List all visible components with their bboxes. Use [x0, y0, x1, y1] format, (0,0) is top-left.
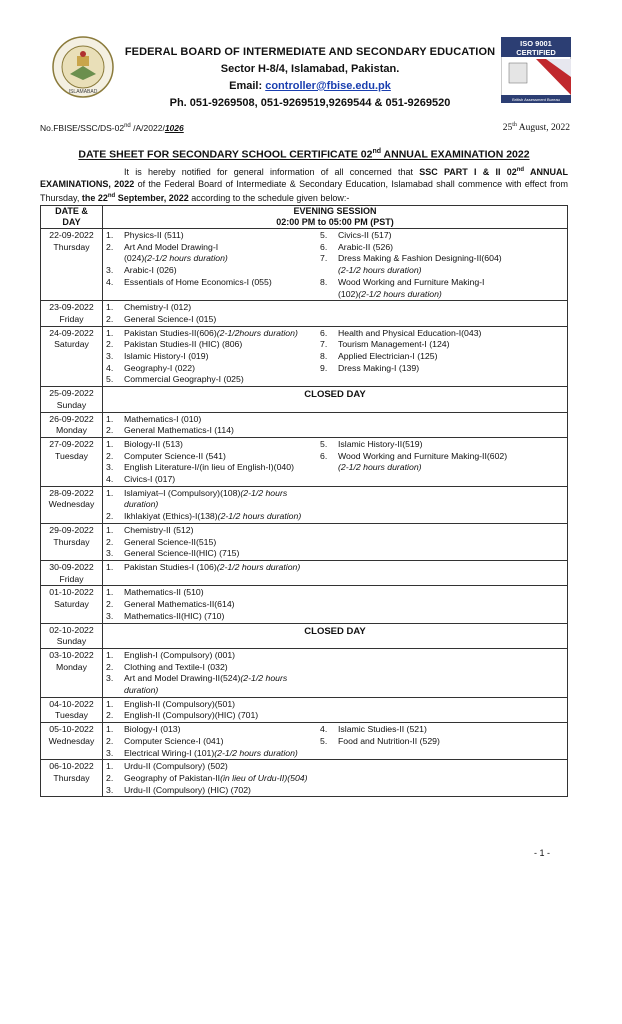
date-value: 24-09-2022: [49, 327, 94, 338]
day-value: Thursday: [53, 241, 90, 252]
item-number: 2.: [106, 710, 114, 721]
day-value: Tuesday: [55, 710, 88, 721]
left-column: [103, 562, 320, 574]
subject-text: Applied Electrician-I (125): [338, 351, 438, 362]
left-column: [103, 414, 320, 437]
item-number: 1.: [106, 327, 114, 338]
item-number: 1.: [106, 761, 114, 772]
item-number: 1.: [106, 698, 114, 709]
subjects-cell: [103, 586, 568, 623]
subject-item: [106, 699, 320, 711]
reference-number: No.FBISE/SSC/DS-02nd /A/2022/1026: [40, 123, 184, 133]
item-number: 2.: [106, 661, 114, 672]
item-number: 1.: [106, 302, 114, 313]
subjects-cell: [103, 560, 568, 585]
subject-item: [320, 724, 567, 736]
item-number: 3.: [106, 548, 114, 559]
date-cell: [41, 760, 103, 797]
date-cell: [41, 586, 103, 623]
table-row: [41, 301, 568, 326]
item-number: 6.: [320, 450, 328, 461]
page-title: DATE SHEET FOR SECONDARY SCHOOL CERTIFICATE 02nd ANNUAL EXAMINATION 2022: [78, 148, 530, 161]
subject-item: [106, 525, 320, 537]
subject-text: Arabic-II (526): [338, 241, 394, 252]
date-value: 30-09-2022: [49, 561, 94, 572]
table-row: [41, 723, 568, 760]
right-column: [320, 525, 567, 560]
closed-day-cell: CLOSED DAY: [103, 623, 568, 648]
item-number: 5.: [106, 374, 114, 385]
table-row: [41, 697, 568, 722]
subjects-cell: [103, 486, 568, 523]
subject-text: English-I (Compulsory) (001): [124, 649, 236, 660]
date-value: 26-09-2022: [49, 413, 94, 424]
email-label: Email:: [229, 80, 263, 92]
org-phone: Ph. 051-9269508, 051-9269519,9269544 & 051-9269520: [169, 97, 451, 109]
subject-text: (2-1/2 hours duration): [338, 462, 422, 473]
item-number: 2.: [106, 511, 114, 522]
subject-item: [106, 650, 320, 662]
subject-item: [106, 451, 320, 463]
table-row: [41, 326, 568, 387]
org-address: Sector H-8/4, Islamabad, Pakistan.: [220, 63, 400, 75]
item-number: 3.: [106, 610, 114, 621]
subject-text: Computer Science-I (041): [124, 735, 224, 746]
subject-text: Essentials of Home Economics-I (055): [124, 276, 272, 287]
subject-item: [320, 736, 567, 748]
svg-text:CERTIFIED: CERTIFIED: [516, 48, 556, 57]
subject-text: General Science-I (015): [124, 313, 217, 324]
table-row: [41, 229, 568, 301]
subject-text: (2-1/2 hours duration): [338, 265, 422, 276]
date-value: 28-09-2022: [49, 487, 94, 498]
item-number: 4.: [106, 362, 114, 373]
iso-certified-badge: [501, 37, 571, 103]
subject-text: Geography of Pakistan-II(in lieu of Urdu-II)(504): [124, 772, 308, 783]
subject-item: [106, 710, 320, 722]
subject-item: [106, 662, 320, 674]
subject-text: Islamic Studies-II (521): [338, 724, 427, 735]
subject-item: [106, 363, 320, 375]
right-column: [320, 562, 567, 574]
subject-text: Islamic History-II(519): [338, 438, 423, 449]
subject-item: [106, 548, 320, 560]
subject-item: [320, 439, 567, 451]
svg-text:ISO 9001: ISO 9001: [520, 39, 552, 48]
item-number: 2.: [106, 735, 114, 746]
item-number: 2.: [106, 599, 114, 610]
subject-item: [320, 328, 567, 340]
item-number: [320, 462, 338, 474]
right-column: [320, 724, 567, 759]
day-value: Wednesday: [48, 499, 95, 510]
subject-item: [106, 242, 320, 254]
left-column: [103, 439, 320, 486]
day-value: Sunday: [56, 399, 87, 410]
subject-text: (024)(2-1/2 hours duration): [124, 253, 228, 264]
item-number: [320, 289, 338, 301]
subject-item: [106, 474, 320, 486]
date-cell: [41, 648, 103, 697]
fbise-logo: [52, 36, 114, 98]
table-row: [41, 560, 568, 585]
item-number: 2.: [106, 536, 114, 547]
subject-item: [106, 351, 320, 363]
date-value: 23-09-2022: [49, 302, 94, 313]
subject-item: [106, 599, 320, 611]
subject-text: General Mathematics-I (114): [124, 425, 234, 436]
subject-item: [320, 277, 567, 289]
right-column: [320, 650, 567, 697]
item-number: 8.: [320, 351, 328, 362]
date-value: 02-10-2022: [49, 624, 94, 635]
subject-item: [106, 439, 320, 451]
table-row: [41, 760, 568, 797]
date-cell: [41, 387, 103, 412]
day-value: Sunday: [56, 636, 87, 647]
subject-text: General Science-II(HIC) (715): [124, 548, 240, 559]
day-value: Friday: [59, 313, 84, 324]
subject-item: [106, 265, 320, 277]
subject-item: [106, 511, 320, 523]
item-number: 3.: [106, 673, 114, 684]
item-number: 2.: [106, 313, 114, 324]
subject-text: General Mathematics-II(614): [124, 599, 235, 610]
subject-text: Commercial Geography-I (025): [124, 374, 244, 385]
right-column: [320, 699, 567, 722]
subject-text: Ikhlakiyat (Ethics)-I(138)(2-1/2 hours duration): [124, 511, 302, 522]
subject-text: Physics-II (511): [124, 230, 184, 240]
right-column: [320, 328, 567, 387]
date-cell: [41, 523, 103, 560]
item-number: 3.: [106, 265, 114, 276]
right-column: [320, 488, 567, 523]
left-column: [103, 328, 320, 387]
subject-item: [106, 328, 320, 340]
item-number: 2.: [106, 450, 114, 461]
subject-text: Arabic-I (026): [124, 265, 177, 276]
subjects-cell: [103, 723, 568, 760]
subject-item: [320, 363, 567, 375]
left-column: [103, 525, 320, 560]
date-cell: [41, 723, 103, 760]
subject-text: Electrical Wiring-I (101)(2-1/2 hours duration): [124, 747, 298, 758]
subject-text: Biology-I (013): [124, 724, 181, 735]
left-column: [103, 761, 320, 796]
subject-text: (102)(2-1/2 hours duration): [338, 288, 442, 299]
subject-text: Mathematics-II(HIC) (710): [124, 610, 225, 621]
item-number: 3.: [106, 747, 114, 758]
item-number: 3.: [106, 462, 114, 473]
date-cell: [41, 301, 103, 326]
date-cell: [41, 326, 103, 387]
left-column: [103, 724, 320, 759]
subject-text: Tourism Management-I (124): [338, 339, 450, 350]
subject-text: Dress Making-I (139): [338, 362, 420, 373]
item-number: 1.: [106, 524, 114, 535]
subject-item: [320, 230, 567, 242]
subject-item: [106, 748, 320, 760]
date-cell: [41, 623, 103, 648]
day-value: Saturday: [54, 339, 89, 350]
subject-text: Islamic History-I (019): [124, 351, 209, 362]
table-row: [41, 486, 568, 523]
left-column: [103, 650, 320, 697]
subjects-cell: [103, 412, 568, 437]
date-value: 25-09-2022: [49, 388, 94, 399]
subject-item: [106, 537, 320, 549]
subject-text: Pakistan Studies-II(606)(2-1/2hours duration): [124, 327, 298, 338]
date-cell: [41, 697, 103, 722]
subject-item: [106, 425, 320, 437]
day-value: Saturday: [54, 599, 89, 610]
header-session: EVENING SESSION 02:00 PM to 05:00 PM (PST): [103, 206, 568, 229]
subject-text: English-II (Compulsory)(501): [124, 698, 236, 709]
subjects-cell: [103, 760, 568, 797]
issue-date: 25th August, 2022: [502, 122, 570, 134]
item-number: 8.: [320, 276, 328, 287]
date-value: 04-10-2022: [49, 698, 94, 709]
subject-item: [106, 673, 320, 696]
table-row: [41, 437, 568, 486]
item-number: 5.: [320, 438, 328, 449]
subject-item: [320, 253, 567, 265]
subject-text: Mathematics-II (510): [124, 587, 204, 598]
table-row: [41, 586, 568, 623]
item-number: 1.: [106, 487, 114, 498]
item-number: [320, 265, 338, 277]
subject-text: Biology-II (513): [124, 438, 183, 449]
subject-item: [106, 488, 320, 511]
subjects-cell: [103, 697, 568, 722]
subject-item: [320, 265, 567, 277]
subject-text: Urdu-II (Compulsory) (HIC) (702): [124, 784, 251, 795]
subject-item: [106, 253, 320, 265]
svg-text:ISLAMABAD: ISLAMABAD: [68, 89, 98, 95]
subject-item: [106, 562, 320, 574]
day-value: Thursday: [53, 536, 90, 547]
subjects-cell: [103, 301, 568, 326]
item-number: 6.: [320, 327, 328, 338]
right-column: [320, 761, 567, 796]
table-row: [41, 623, 568, 648]
item-number: 4.: [106, 276, 114, 287]
subject-item: [106, 302, 320, 314]
day-value: Monday: [56, 661, 87, 672]
item-number: 4.: [106, 474, 114, 485]
item-number: 5.: [320, 230, 328, 240]
item-number: 3.: [106, 784, 114, 795]
day-value: Monday: [56, 425, 87, 436]
left-column: [103, 302, 320, 325]
date-value: 29-09-2022: [49, 524, 94, 535]
subject-item: [106, 374, 320, 386]
subject-item: [106, 611, 320, 623]
item-number: 2.: [106, 425, 114, 436]
item-number: 7.: [320, 253, 328, 264]
item-number: 1.: [106, 649, 114, 660]
table-row: [41, 648, 568, 697]
subject-text: Dress Making & Fashion Designing-II(604): [338, 253, 502, 264]
subject-text: English Literature-I/(in lieu of English-I)(040): [124, 462, 294, 473]
day-value: Thursday: [53, 772, 90, 783]
subject-text: Chemistry-I (012): [124, 302, 192, 313]
right-column: [320, 439, 567, 486]
left-column: [103, 488, 320, 523]
item-number: 9.: [320, 362, 328, 373]
subject-item: [320, 462, 567, 474]
date-value: 03-10-2022: [49, 649, 94, 660]
email-link[interactable]: controller@fbise.edu.pk: [265, 80, 391, 92]
subject-item: [106, 230, 320, 242]
item-number: 2.: [106, 241, 114, 252]
subject-item: [106, 314, 320, 326]
right-column: [320, 414, 567, 437]
item-number: 2.: [106, 339, 114, 350]
subject-text: Pakistan Studies-II (HIC) (806): [124, 339, 243, 350]
subject-text: Art And Model Drawing-I: [124, 241, 219, 252]
item-number: 1.: [106, 587, 114, 598]
left-column: [103, 699, 320, 722]
subject-item: [106, 587, 320, 599]
day-value: Wednesday: [48, 735, 95, 746]
item-number: 1.: [106, 413, 114, 424]
subject-item: [106, 724, 320, 736]
item-number: 1.: [106, 230, 114, 240]
date-sheet-table: [40, 205, 568, 797]
subject-item: [320, 339, 567, 351]
subject-text: Geography-I (022): [124, 362, 195, 373]
subject-item: [106, 414, 320, 426]
left-column: [103, 587, 320, 622]
subject-text: General Science-II(515): [124, 536, 217, 547]
subjects-cell: [103, 326, 568, 387]
table-row: [41, 523, 568, 560]
right-column: [320, 587, 567, 622]
header-date-day: DATE & DAY: [41, 206, 103, 229]
subject-item: [320, 351, 567, 363]
org-name: FEDERAL BOARD OF INTERMEDIATE AND SECONDARY EDUCATION: [124, 46, 496, 58]
subject-item: [320, 242, 567, 254]
date-cell: [41, 437, 103, 486]
subject-text: Chemistry-II (512): [124, 524, 194, 535]
table-row: [41, 412, 568, 437]
subject-text: English-II (Compulsory)(HIC) (701): [124, 710, 259, 721]
item-number: [106, 253, 124, 265]
item-number: 7.: [320, 339, 328, 350]
date-value: 06-10-2022: [49, 761, 94, 772]
item-number: 3.: [106, 351, 114, 362]
page-number: - 1 -: [534, 848, 551, 858]
right-column: [320, 302, 567, 325]
closed-day-cell: CLOSED DAY: [103, 387, 568, 412]
subjects-cell: [103, 648, 568, 697]
date-value: 05-10-2022: [49, 724, 94, 735]
item-number: 1.: [106, 561, 114, 572]
subject-item: [106, 785, 320, 797]
svg-text:British Assessment Bureau: British Assessment Bureau: [512, 97, 560, 102]
subject-text: Computer Science-II (541): [124, 450, 226, 461]
subject-text: Urdu-II (Compulsory) (502): [124, 761, 228, 772]
item-number: 6.: [320, 241, 328, 252]
subject-text: Art and Model Drawing-II(524)(2-1/2 hours duration): [124, 673, 288, 696]
subject-item: [320, 289, 567, 301]
subject-item: [106, 277, 320, 289]
subject-item: [320, 451, 567, 463]
subject-text: Islamiyat–I (Compulsory)(108)(2-1/2 hours duration): [124, 487, 288, 510]
day-value: Tuesday: [55, 450, 88, 461]
item-number: 1.: [106, 724, 114, 735]
letterhead: [120, 46, 500, 109]
date-value: 01-10-2022: [49, 587, 94, 598]
subject-text: Wood Working and Furniture Making-I: [338, 276, 485, 287]
intro-paragraph: It is hereby notified for general information of all concerned that SSC PART I & II 02nd ANNUAL EXAMINATIONS, 2022 of the Federal Board of Intermediate & Secondary Education, Islamabad shall commence with effect from Thursday, the 22nd September, 2022 according to the schedule given below:-: [40, 167, 569, 203]
subjects-cell: [103, 523, 568, 560]
subject-item: [106, 339, 320, 351]
subject-text: Civics-I (017): [124, 474, 176, 485]
date-value: 22-09-2022: [49, 230, 94, 240]
item-number: 5.: [320, 735, 328, 746]
subject-text: Wood Working and Furniture Making-II(602): [338, 450, 508, 461]
subject-text: Food and Nutrition-II (529): [338, 735, 440, 746]
day-value: Friday: [59, 573, 84, 584]
date-cell: [41, 412, 103, 437]
date-cell: [41, 486, 103, 523]
date-value: 27-09-2022: [49, 438, 94, 449]
subjects-cell: [103, 229, 568, 301]
right-column: [320, 230, 567, 300]
date-cell: [41, 560, 103, 585]
subject-item: [106, 773, 320, 785]
org-email: [120, 80, 500, 92]
subject-text: Clothing and Textile-I (032): [124, 661, 228, 672]
subject-text: Health and Physical Education-I(043): [338, 327, 482, 338]
item-number: 2.: [106, 772, 114, 783]
item-number: 1.: [106, 438, 114, 449]
subject-item: [106, 761, 320, 773]
subject-text: Civics-II (517): [338, 230, 392, 240]
item-number: 4.: [320, 724, 328, 735]
date-cell: [41, 229, 103, 301]
table-row: [41, 387, 568, 412]
subject-text: Pakistan Studies-I (106)(2-1/2 hours duration): [124, 561, 301, 572]
subject-item: [106, 736, 320, 748]
subject-text: Mathematics-I (010): [124, 413, 202, 424]
subject-item: [106, 462, 320, 474]
subjects-cell: [103, 437, 568, 486]
left-column: [103, 230, 320, 300]
